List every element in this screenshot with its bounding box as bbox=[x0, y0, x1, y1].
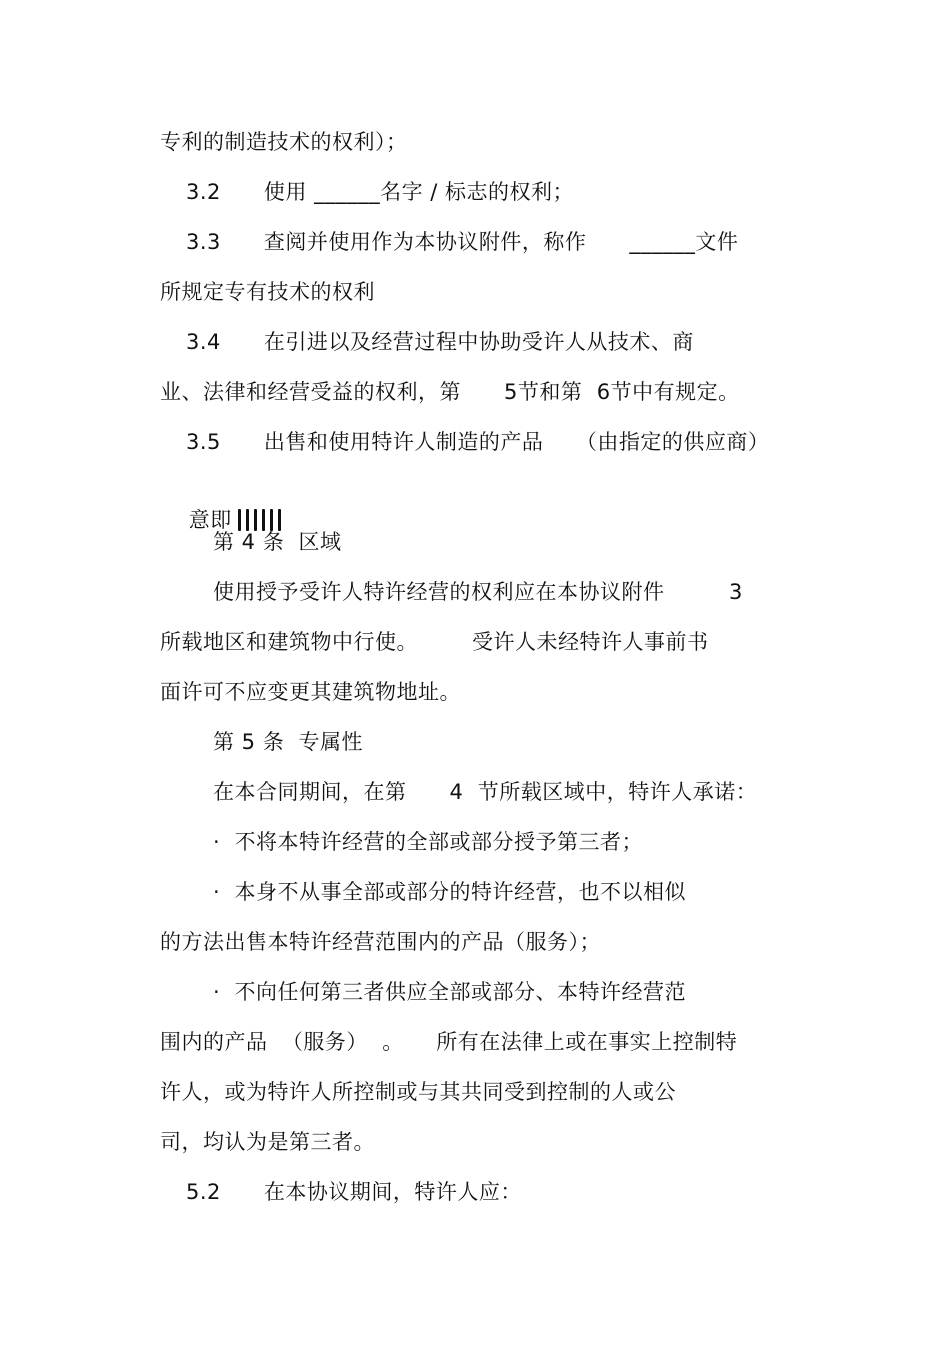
clause-3-3: 3.3 查阅并使用作为本协议附件，称作 ______文件 bbox=[186, 230, 739, 254]
text-line: 许人，或为特许人所控制或与其共同受到控制的人或公 bbox=[160, 1080, 676, 1104]
clause-3-2: 3.2 使用 ______名字 / 标志的权利； bbox=[186, 180, 574, 204]
text-line: 的方法出售本特许经营范围内的产品（服务）； bbox=[160, 930, 601, 954]
bullet-item: · 不向任何第三者供应全部或部分、本特许经营范 bbox=[213, 980, 687, 1004]
text-line: 所载地区和建筑物中行使。 受许人未经特许人事前书 bbox=[160, 630, 709, 654]
clause-3-5: 3.5 出售和使用特许人制造的产品 （由指定的供应商） bbox=[186, 430, 770, 454]
text-segment: 意即 bbox=[188, 508, 232, 532]
text-line: 面许可不应变更其建筑物地址。 bbox=[160, 680, 461, 704]
text-line: 所规定专有技术的权利 bbox=[160, 280, 375, 304]
paragraph-line: 使用授予受许人特许经营的权利应在本协议附件 3 bbox=[213, 580, 743, 604]
bullet-item: · 本身不从事全部或部分的特许经营，也不以相似 bbox=[213, 880, 687, 904]
clause-3-4: 3.4 在引进以及经营过程中协助受许人从技术、商 bbox=[186, 330, 694, 354]
bullet-item: · 不将本特许经营的全部或部分授予第三者； bbox=[213, 830, 644, 854]
paragraph-line: 在本合同期间，在第 4 节所载区域中，特许人承诺： bbox=[213, 780, 758, 804]
text-line: 专利的制造技术的权利）； bbox=[160, 130, 408, 154]
section-heading-5: 第 5 条 专属性 bbox=[213, 730, 364, 754]
text-line: 业、法律和经营受益的权利，第 5节和第 6节中有规定。 bbox=[160, 380, 740, 404]
text-line: 司，均认为是第三者。 bbox=[160, 1130, 375, 1154]
clause-5-2: 5.2 在本协议期间，特许人应： bbox=[186, 1180, 522, 1204]
section-heading-4: 第 4 条 区域 bbox=[213, 530, 342, 554]
text-line: 围内的产品 （服务） 。 所有在法律上或在事实上控制特 bbox=[160, 1030, 738, 1054]
